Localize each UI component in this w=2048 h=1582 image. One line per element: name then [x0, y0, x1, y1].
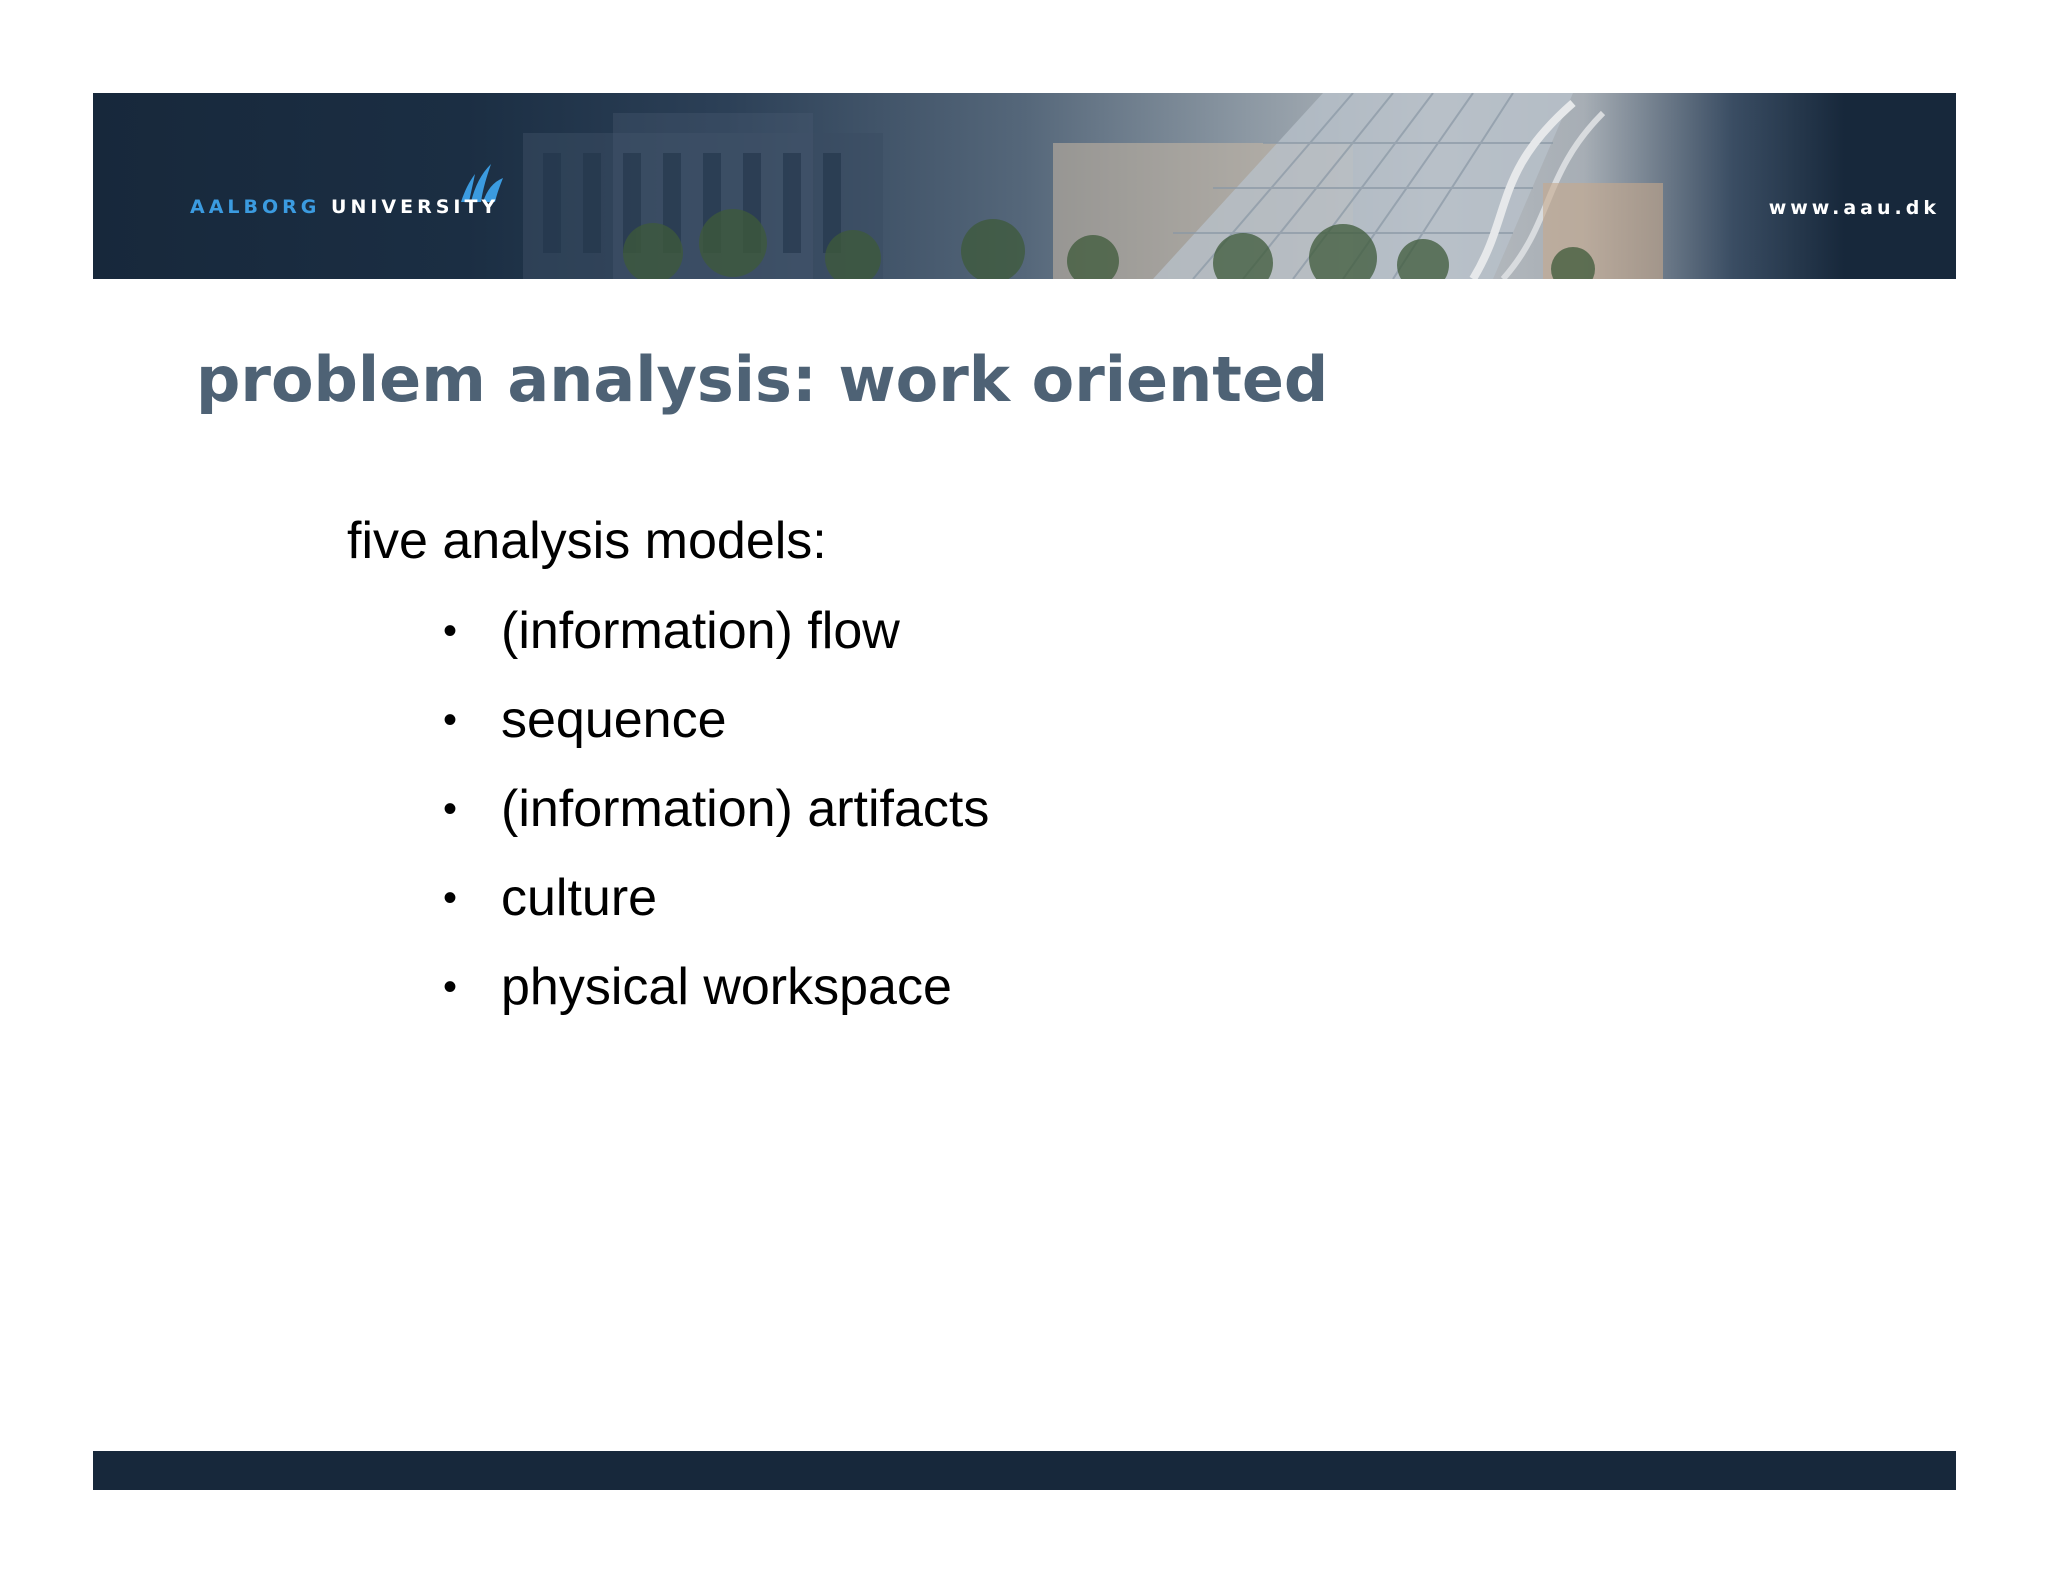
list-item: [443, 596, 989, 685]
slide-title: problem analysis: work oriented: [196, 343, 1329, 416]
bullet-icon: •: [443, 965, 458, 1009]
list-item: [443, 863, 989, 952]
bullet-icon: •: [443, 698, 458, 742]
bullet-list: [443, 596, 989, 1041]
footer-bar: [93, 1451, 1956, 1490]
header-banner: [93, 93, 1956, 279]
bullet-icon: •: [443, 609, 458, 653]
bullet-icon: •: [443, 876, 458, 920]
list-item: [443, 774, 989, 863]
logo-text-university: UNIVERSITY: [331, 196, 500, 218]
list-item-text: (information) artifacts: [501, 780, 990, 838]
list-item: [443, 685, 989, 774]
logo-text-aalborg: AALBORG: [190, 196, 321, 218]
slide-content: [347, 506, 989, 1041]
list-item-text: culture: [501, 869, 658, 927]
list-item: [443, 952, 989, 1041]
campus-building-photo: [93, 93, 1956, 279]
list-item-text: sequence: [501, 691, 727, 749]
list-item-text: physical workspace: [501, 958, 952, 1016]
university-name: [190, 196, 499, 218]
lead-text: five analysis models:: [347, 512, 827, 570]
website-url: www.aau.dk: [1768, 197, 1940, 219]
list-item-text: (information) flow: [501, 602, 900, 660]
bullet-icon: •: [443, 787, 458, 831]
